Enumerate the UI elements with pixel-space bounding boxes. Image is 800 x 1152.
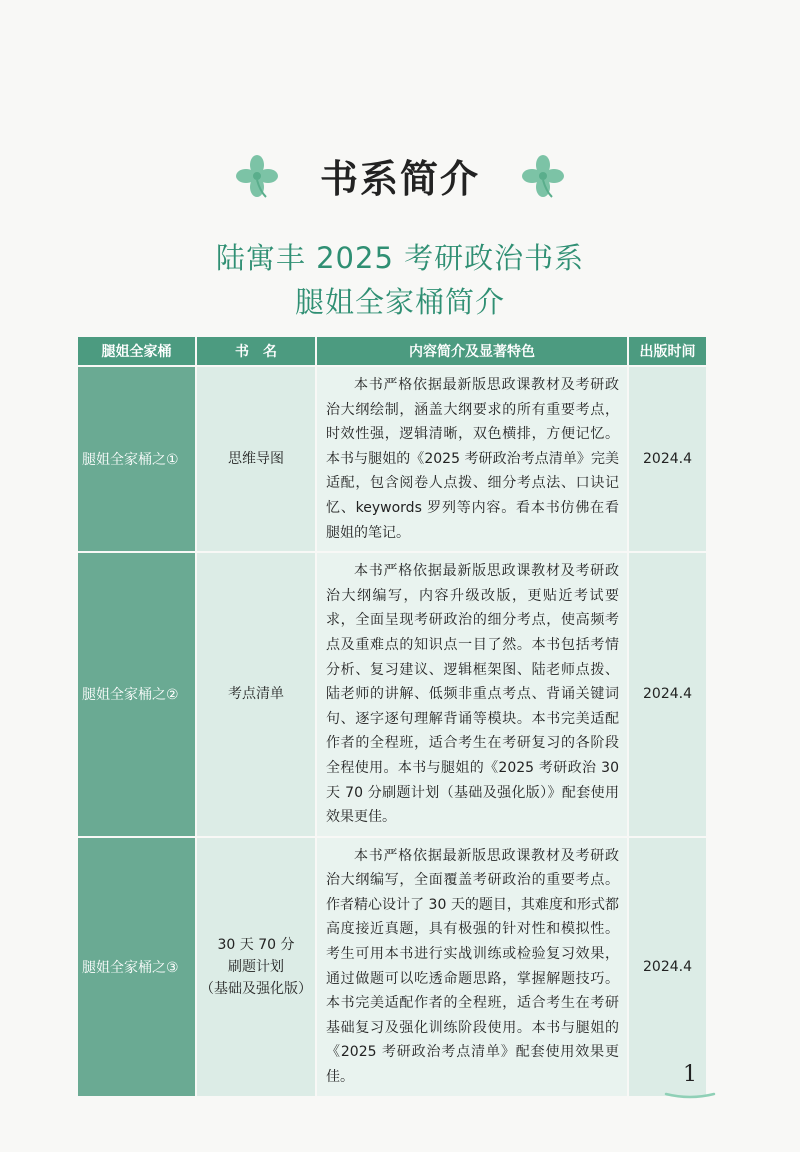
table-row [78, 837, 706, 1096]
series-subtitle: 陆寓丰 2025 考研政治书系 [215, 241, 585, 275]
description-cell [316, 837, 628, 1096]
publish-date-cell: 2024.4 [628, 837, 706, 1096]
description-text: 本书严格依据最新版思政课教材及考研政治大纲编写，内容升级改版，更贴近考试要求，全面呈现考研政治的细分考点，使高频考点及重难点的知识点一目了然。本书包括考情分析、复习建议、逻辑框架图、陆老师点拨、陆老师的讲解、低频非重点考点、背诵关键词句、逐字逐句理解背诵等模块。本书完美适配作者的全程班，适合考生在考研复习的各阶段全程使用。本书与腿姐的《2025 考研政治 30 天 70 分刷题计划（基础及强化版）》配套使用效果更佳。 [326, 563, 619, 826]
book-name-cell [196, 837, 316, 1096]
header-series: 腿姐全家桶 [78, 337, 196, 366]
series-cell: 腿姐全家桶之① [78, 366, 196, 552]
publish-date-cell: 2024.4 [628, 552, 706, 837]
book-name-cell [196, 366, 316, 552]
page-number: 1 [683, 1062, 697, 1087]
page-title: 书系简介 [319, 157, 480, 201]
header-publish-date: 出版时间 [628, 337, 706, 366]
series-cell: 腿姐全家桶之③ [78, 837, 196, 1096]
book-name-line: （基础及强化版） [200, 980, 312, 997]
book-name-cell [196, 552, 316, 837]
header-description: 内容简介及显著特色 [316, 337, 628, 366]
page-header [0, 148, 800, 203]
publish-date-cell: 2024.4 [628, 366, 706, 552]
header-book-name: 书 名 [196, 337, 316, 366]
clover-icon [234, 153, 280, 199]
description-cell [316, 552, 628, 837]
clover-icon [520, 153, 566, 199]
book-name-line: 刷题计划 [228, 958, 284, 975]
description-text: 本书严格依据最新版思政课教材及考研政治大纲绘制，涵盖大纲要求的所有重要考点，时效性强，逻辑清晰，双色横排，方便记忆。本书与腿姐的《2025 考研政治考点清单》完美适配，包含阅卷人点拨、细分考点法、口诀记忆、keywords 罗列等内容。看本书仿佛在看腿姐的笔记。 [326, 377, 619, 541]
book-series-table [78, 337, 706, 1096]
table-row [78, 366, 706, 552]
description-cell [316, 366, 628, 552]
table-header-row [78, 337, 706, 366]
series-subtitle-second: 腿姐全家桶简介 [294, 285, 505, 319]
description-text: 本书严格依据最新版思政课教材及考研政治大纲编写，全面覆盖考研政治的重要考点。作者精心设计了 30 天的题目，其难度和形式都高度接近真题，具有极强的针对性和模拟性。考生可用本书进行实战训练或检验复习效果，通过做题可以吃透命题思路，掌握解题技巧。本书完美适配作者的全程班，适合考生在考研基础复习及强化训练阶段使用。本书与腿姐的《2025 考研政治考点清单》配套使用效果更佳。 [326, 847, 619, 1086]
book-name-line: 思维导图 [228, 451, 284, 468]
series-cell: 腿姐全家桶之② [78, 552, 196, 837]
table-row [78, 552, 706, 837]
book-name-line: 考点清单 [228, 686, 284, 703]
book-name-line: 30 天 70 分 [217, 936, 295, 953]
page-number-underline [664, 1090, 716, 1100]
